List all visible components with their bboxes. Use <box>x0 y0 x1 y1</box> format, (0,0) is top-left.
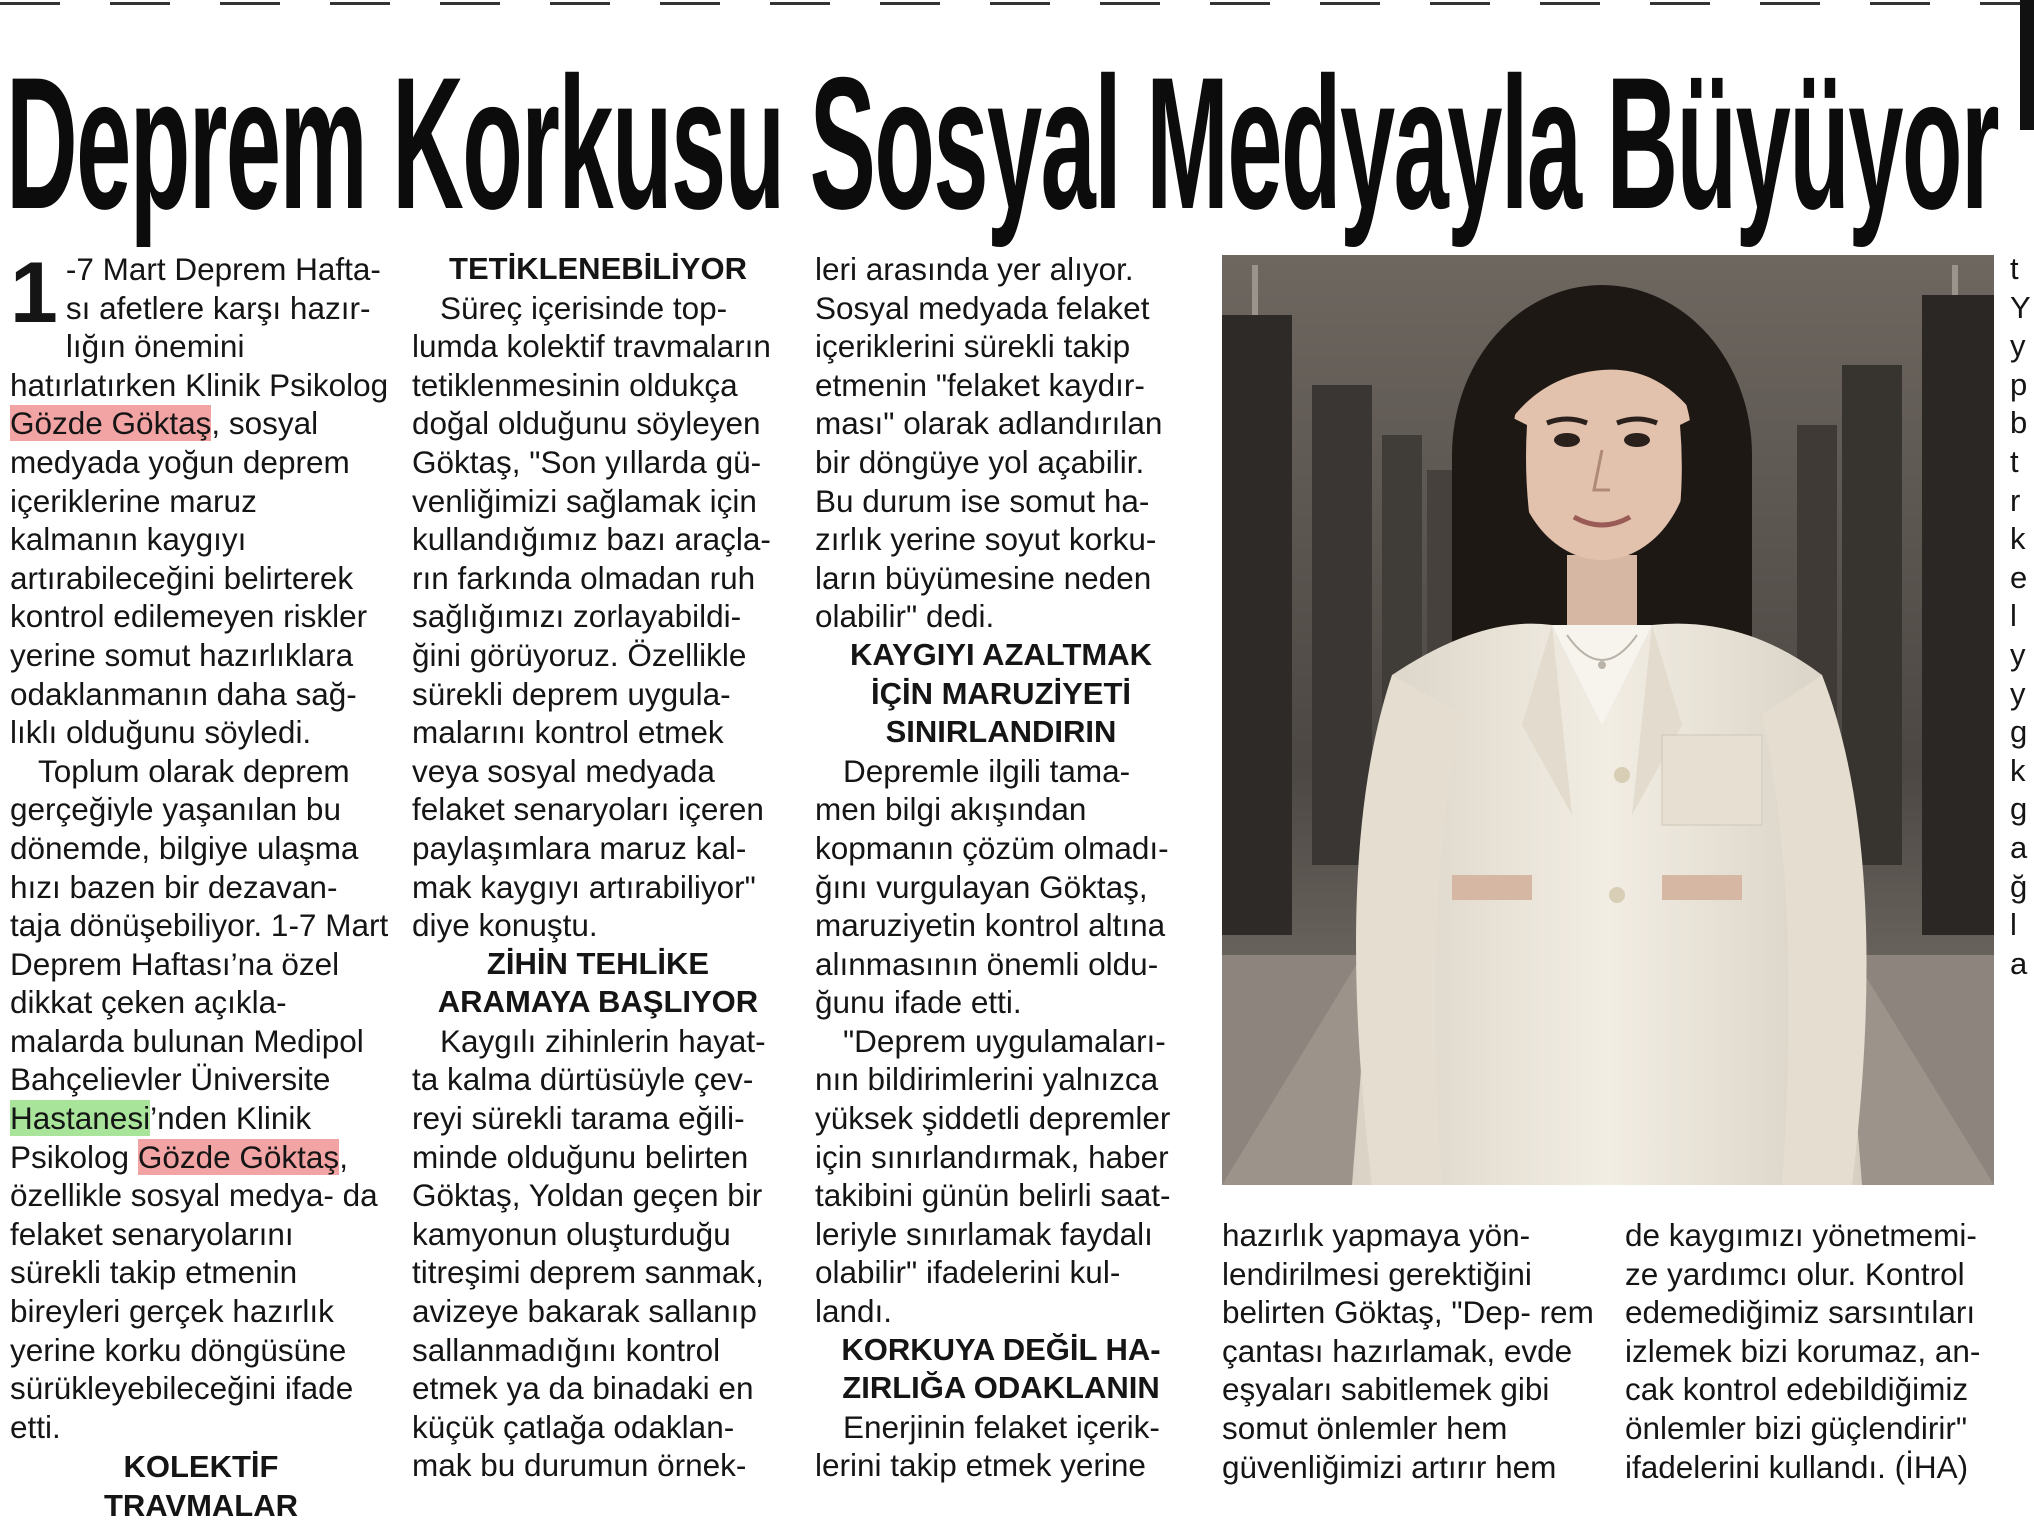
paragraph-10: de kaygımızı yönetmemi- ze yardımcı olur. Kontrol edemediğimiz sarsıntıları izlemek bizi korumaz, an- cak kontrol edebildiğimiz önlemler bizi güçlendirir" ifadelerini kullandı. (İHA) <box>1625 1217 1981 1485</box>
page-edge-bar <box>2020 0 2034 130</box>
paragraph-7: "Deprem uygulamaları- nın bildirimlerini yalnızca yüksek şiddetli depremler için sınırlandırmak, haber takibini günün belirli saat- leriyle sınırlamak faydalı olabilir" ifadelerini kul- landı. <box>815 1022 1171 1330</box>
paragraph-5: leri arasında yer alıyor. Sosyal medyada felaket içeriklerini sürekli takip etmenin "felaket kaydır- ması" olarak adlandırılan bir döngüye yol açabilir. Bu durum ise somut ha- zırlık yerine soyut korku- ların büyümesine neden olabilir" dedi. <box>815 251 1163 635</box>
paragraph-8: Enerjinin felaket içerik- lerini takip etmek yerine <box>815 1408 1160 1484</box>
subheading-korkuya: KORKUYA DEĞİL HA- ZIRLIĞA ODAKLANIN <box>841 1331 1161 1406</box>
photo-illustration <box>1222 255 1994 1185</box>
article-column-1 <box>10 245 392 1526</box>
drop-cap: 1 <box>10 245 58 341</box>
article-column-3 <box>815 250 1187 1485</box>
subheading-tetiklenebiliyor: TETİKLENEBİLİYOR <box>449 251 747 286</box>
paragraph-1: 1 -7 Mart Deprem Hafta- sı afetlere karşı hazır- lığın önemini hatırlatırken Klinik Psikolog Gözde Göktaş, sosyal medyada yoğun deprem içeriklerine maruz kalmanın kaygıyı artırabileceğini belirterek kontrol edilemeyen riskler yerine somut hazırlıklara odaklanmanın daha sağ- lıklı olduğunu söyledi. <box>10 245 389 751</box>
paragraph-4: Kaygılı zihinlerin hayat- ta kalma dürtüsüyle çev- reyi sürekli tarama eğili- minde olduğunu belirten Göktaş, Yoldan geçen bir kamyonun oluşturduğu titreşimi deprem sanmak, avizeye bakarak sallanıp sallanmadığını kontrol etmek ya da binadaki en küçük çatlağa odaklan- mak bu durumun örnek- <box>412 1022 766 1484</box>
paragraph-6: Depremle ilgili tama- men bilgi akışından kopmanın çözüm olmadı- ğını vurgulayan Göktaş, maruziyetin kontrol altına alınmasının önemli oldu- ğunu ifade etti. <box>815 752 1169 1021</box>
highlight-name: Gözde Göktaş <box>10 405 212 442</box>
article-column-5 <box>1625 1216 1997 1486</box>
article-column-2 <box>412 250 784 1485</box>
paragraph-3: Süreç içerisinde top- lumda kolektif travmaların tetiklenmesinin oldukça doğal olduğunu söyleyen Göktaş, "Son yıllarda gü- venliğimizi sağlamak için kullandığımız bazı araçla- rın farkında olmadan ruh sağlığımızı zorlayabildi- ğini görüyoruz. Özellikle sürekli deprem uygula- malarını kontrol etmek veya sosyal medyada felaket senaryoları içeren paylaşımlara maruz kal- mak kaygıyı artırabiliyor" diye konuştu. <box>412 289 771 944</box>
headline <box>6 18 2006 250</box>
highlight-name: Gözde Göktaş <box>137 1138 340 1175</box>
psychologist-photo <box>1222 255 1994 1185</box>
paragraph-9: hazırlık yapmaya yön- lendirilmesi gerektiğini belirten Göktaş, "Dep- rem çantası hazırlamak, evde eşyaları sabitlemek gibi somut önlemler hem güvenliğimizi artırır hem <box>1222 1217 1594 1485</box>
article-column-4 <box>1222 1216 1614 1486</box>
subheading-kolektif: KOLEKTİF TRAVMALAR <box>103 1449 298 1523</box>
adjacent-article-edge: t Y y p b t r k e l y y g k g a ğ l a <box>2010 251 2031 981</box>
top-cut-line <box>0 0 2034 10</box>
subheading-zihin: ZİHİN TEHLİKE ARAMAYA BAŞLIYOR <box>437 945 759 1020</box>
paragraph-2: Toplum olarak deprem gerçeğiyle yaşanılan bu dönemde, bilgiye ulaşma hızı bazen bir dezavan- taja dönüşebiliyor. 1-7 Mart Deprem Haftası’na özel dikkat çeken açıkla- malarda bulunan Medipol Bahçelievler Üniversite Hastanesi’nden Klinik Psikolog Gözde Göktaş, özellikle sosyal medya- da felaket senaryolarını sürekli takip etmenin bireyleri gerçek hazırlık yerine korku döngüsüne sürükleyebileceğini ifade etti. <box>10 752 389 1445</box>
highlight-hospital: Hastanesi <box>10 1100 151 1137</box>
subheading-kaygiyi: KAYGIYI AZALTMAK İÇİN MARUZİYETİ SINIRLANDIRIN <box>850 636 1152 750</box>
headline-text: Deprem Korkusu Sosyal Medyayla Büyüyor <box>6 38 1999 248</box>
